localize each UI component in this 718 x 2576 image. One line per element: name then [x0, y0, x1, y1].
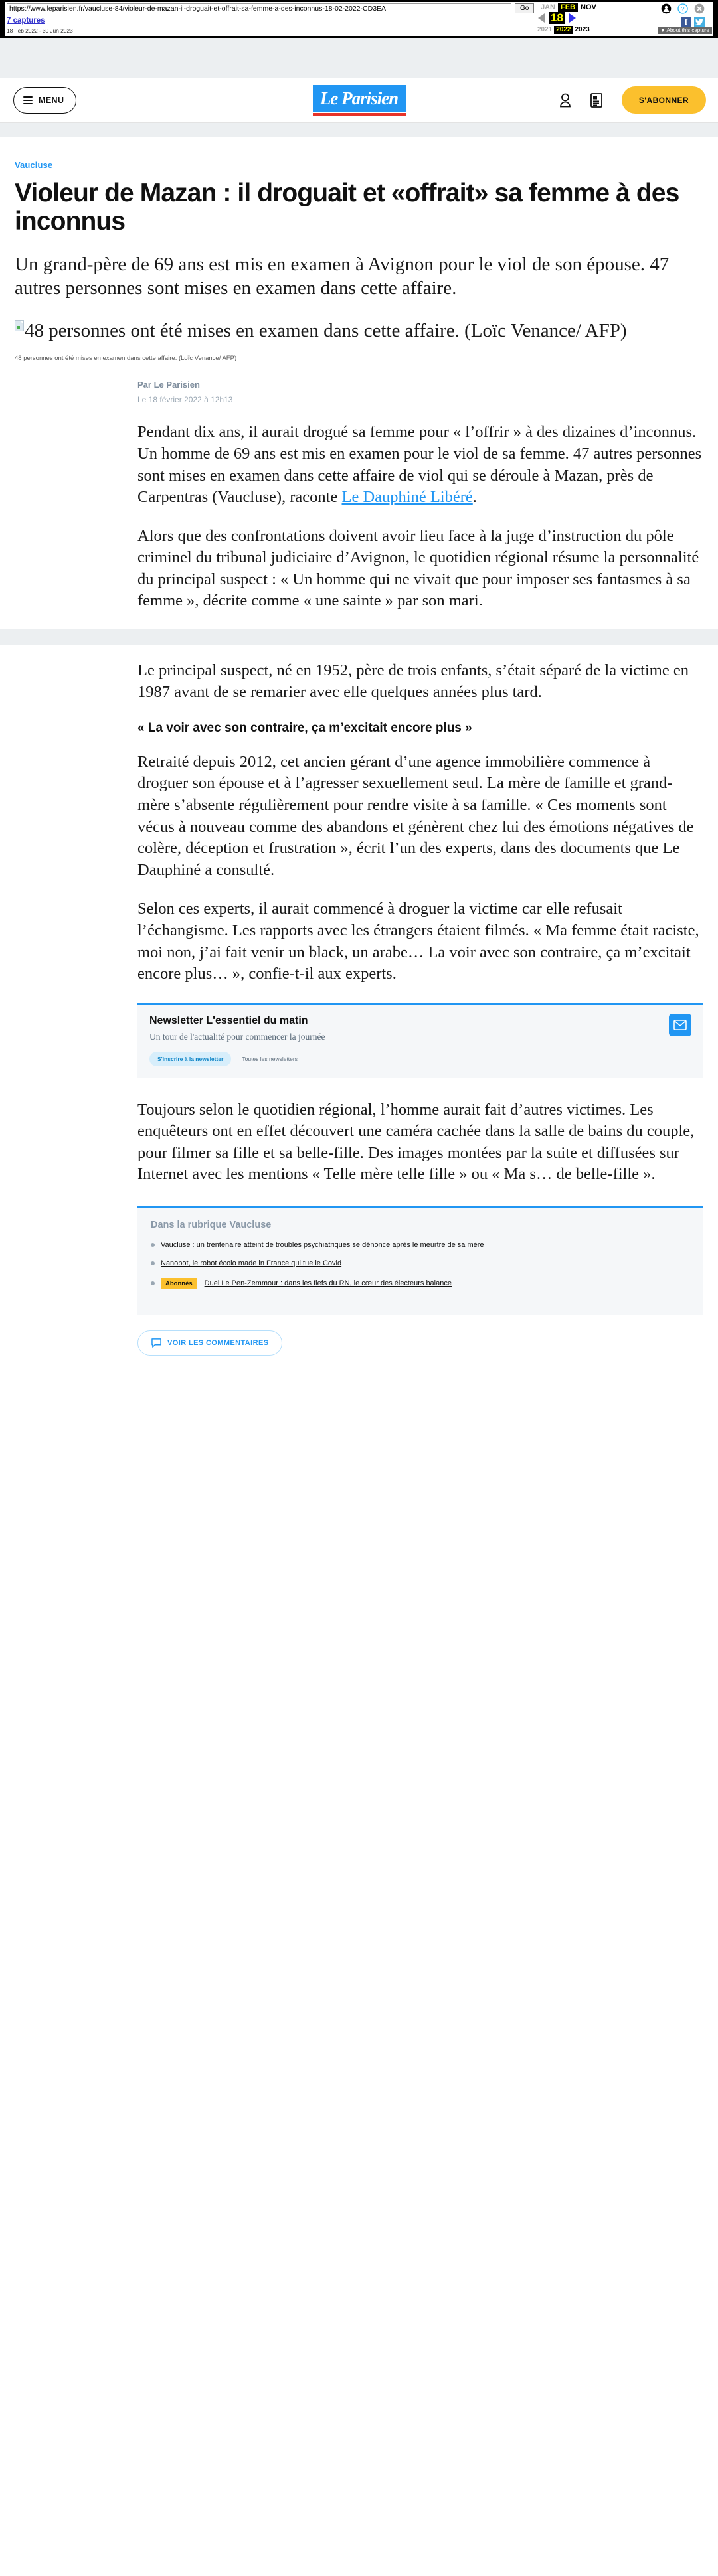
wayback-month-current: FEB [558, 3, 578, 12]
newsletter-title: Newsletter L'essentiel du matin [149, 1014, 308, 1026]
article-image-caption: 48 personnes ont été mises en examen dans cette affaire. (Loïc Venance/ AFP) [15, 355, 237, 362]
wayback-year-next[interactable]: 2023 [575, 26, 590, 33]
facebook-icon[interactable]: f [681, 17, 691, 27]
wayback-year-current: 2022 [554, 26, 573, 34]
article-paragraph: Toujours selon le quotidien régional, l’homme aurait fait d’autres victimes. Les enquêteurs ont en effet découvert une caméra cachée dans la salle de bains du couple, pour filmer sa fille et sa belle-fille. Des images montées par la suite et diffusées sur Internet avec les mentions « Telle mère telle fille » ou « Ma s… de belle-fille ». [137, 1100, 695, 1184]
list-item[interactable] [151, 1241, 690, 1249]
toolbar-left-rule [0, 2, 5, 36]
menu-button-label: MENU [39, 95, 64, 105]
wayback-toolbar [0, 0, 718, 38]
dauphine-libere-link[interactable]: Le Dauphiné Libéré [341, 488, 473, 507]
article-paragraph: Retraité depuis 2012, cet ancien gérant d’une agence immobilière commence à droguer son épouse et à l’agresser sexuellement seul. La mère de famille et grand-mère s’absente régulièrement pour rendre visite à sa famille. « Ces moments sont vécus à nouveau comme des abandons et génèrent chez lui des émotions négatives de colère, déception et frustration », écrit l’un des experts, dans des documents que Le Dauphiné a consulté. [137, 752, 694, 879]
related-article-link[interactable]: Vaucluse : un trentenaire atteint de troubles psychiatriques se dénonce après le meurtre de sa mère [161, 1240, 484, 1249]
user-icon [559, 93, 572, 108]
wayback-social-icons [681, 17, 705, 27]
paragraph-text: Pendant dix ans, il aurait drogué sa femme pour « l’offrir » à des dizaines d’inconnus. Un homme de 69 ans est mis en examen pour le viol de sa femme. 47 autres personnes sont mises en examen dans cette affaire de viol qui se déroule à Mazan, près de Carpentras (Vaucluse), raconte [137, 423, 702, 507]
article-paragraph: Alors que des confrontations doivent avoir lieu face à la juge d’instruction du pôle criminel du tribunal judiciaire d’Avignon, le quotidien régional résume la personnalité du principal suspect : « Un homme qui ne vivait que pour imposer ses fantasmes à sa femme », décrite comme « une sainte » par son mari. [137, 526, 699, 610]
mail-icon [673, 1020, 687, 1030]
newsletter-badge [669, 1014, 691, 1036]
article-body [137, 362, 703, 612]
svg-text:?: ? [681, 5, 685, 13]
list-item[interactable] [151, 1259, 690, 1267]
site-logo-rule [313, 113, 406, 116]
bullet-icon [151, 1261, 155, 1265]
previous-capture-arrow-icon[interactable] [538, 13, 545, 23]
paragraph-tail: . [472, 488, 477, 507]
wayback-toolbar-icons [661, 3, 705, 14]
all-newsletters-link[interactable]: Toutes les newsletters [242, 1055, 298, 1062]
related-section-title [151, 1220, 690, 1230]
article-byline: Par Le Parisien [137, 380, 200, 390]
article-paragraph: Selon ces experts, il aurait commencé à droguer la victime car elle refusait l’échangisme. Les rapports avec les étrangers étaient filmés. « Ma femme était raciste, moi non, j’ai fait venir un black, un arabe… La voir avec son contraire, ça m’excitait encore plus… », confie-t-il aux experts. [137, 900, 699, 983]
wayback-url-input[interactable] [7, 3, 511, 13]
wayback-captures-link[interactable]: 7 captures [7, 17, 45, 25]
page-title: Violeur de Mazan : il droguait et «offrait» sa femme à des inconnus [15, 179, 679, 236]
site-header [0, 78, 718, 123]
related-article-link[interactable]: Nanobot, le robot écolo made in France qui tue le Covid [161, 1259, 342, 1267]
article-body-2 [137, 645, 703, 1376]
wayback-go-button[interactable]: Go [515, 3, 534, 13]
article-kicker[interactable]: Vaucluse [15, 160, 53, 170]
help-circle-icon[interactable] [677, 3, 688, 14]
subscribe-button[interactable]: S'ABONNER [622, 86, 706, 114]
related-article-list [151, 1241, 690, 1289]
wayback-month-prev[interactable]: JAN [541, 3, 556, 11]
kiosk-button[interactable] [581, 93, 612, 108]
article-subheading: « La voir avec son contraire, ça m’excitait encore plus » [137, 721, 472, 736]
bullet-icon [151, 1243, 155, 1247]
wayback-url-row [7, 3, 534, 13]
view-comments-label: VOIR LES COMMENTAIRES [167, 1338, 269, 1347]
related-section-box [137, 1206, 703, 1315]
site-logo[interactable] [313, 85, 406, 116]
article-lead-image-alt: 48 personnes ont été mises en examen dans cette affaire. (Loïc Venance/ AFP) [25, 320, 627, 342]
wayback-month-nav [538, 3, 599, 12]
next-capture-arrow-icon[interactable] [569, 13, 576, 23]
comment-bubble-icon [151, 1338, 161, 1348]
article-paragraph [137, 422, 703, 508]
newsletter-signup-card [137, 1003, 703, 1078]
header-actions [550, 86, 706, 114]
list-item[interactable] [151, 1278, 690, 1289]
bullet-icon [151, 1281, 155, 1285]
newsletter-subscribe-button[interactable]: S'inscrire à la newsletter [149, 1052, 231, 1066]
menu-button[interactable] [13, 87, 76, 114]
newsletter-actions [149, 1052, 691, 1066]
site-logo-text: Le Parisien [313, 85, 406, 112]
newsletter-subtitle: Un tour de l'actualité pour commencer la journée [149, 1031, 325, 1042]
about-this-capture-button[interactable]: ▼ About this capture [658, 27, 712, 34]
hamburger-icon [23, 96, 33, 104]
wayback-day: 18 [549, 12, 565, 24]
related-section-title-prefix: Dans la rubrique [151, 1219, 227, 1230]
account-circle-icon[interactable] [661, 3, 672, 14]
toolbar-right-rule [713, 2, 718, 36]
account-button[interactable] [550, 93, 581, 108]
top-grey-spacer [0, 38, 718, 78]
related-article-link[interactable]: Duel Le Pen-Zemmour : dans les fiefs du RN, le cœur des électeurs balance [204, 1279, 452, 1288]
broken-image-icon [15, 320, 24, 331]
view-comments-button[interactable] [137, 1330, 282, 1356]
wayback-month-next[interactable]: NOV [581, 3, 596, 11]
article-byline-date: Le 18 février 2022 à 12h13 [137, 395, 233, 405]
header-grey-spacer [0, 123, 718, 137]
twitter-icon[interactable] [694, 17, 705, 27]
wayback-date-range: 18 Feb 2022 - 30 Jun 2023 [7, 27, 73, 34]
mid-grey-spacer [0, 629, 718, 645]
article-lead-image-broken [15, 319, 703, 343]
article-head [0, 160, 718, 362]
related-section-title-section[interactable]: Vaucluse [229, 1219, 272, 1230]
newspaper-icon [590, 93, 602, 108]
wayback-year-prev[interactable]: 2021 [537, 26, 553, 33]
subscriber-badge: Abonnés [161, 1278, 197, 1289]
article-standfirst: Un grand-père de 69 ans est mis en examen à Avignon pour le viol de son épouse. 47 autres personnes sont mises en examen dans cette affaire. [15, 253, 670, 299]
about-this-capture-label: About this capture [666, 27, 709, 33]
wayback-day-nav [538, 12, 576, 24]
close-circle-icon[interactable] [694, 3, 705, 14]
wayback-year-nav [535, 26, 592, 34]
article-paragraph: Le principal suspect, né en 1952, père de trois enfants, s’était séparé de la victime en 1987 avant de se remarier avec elle quelques années plus tard. [137, 661, 689, 701]
